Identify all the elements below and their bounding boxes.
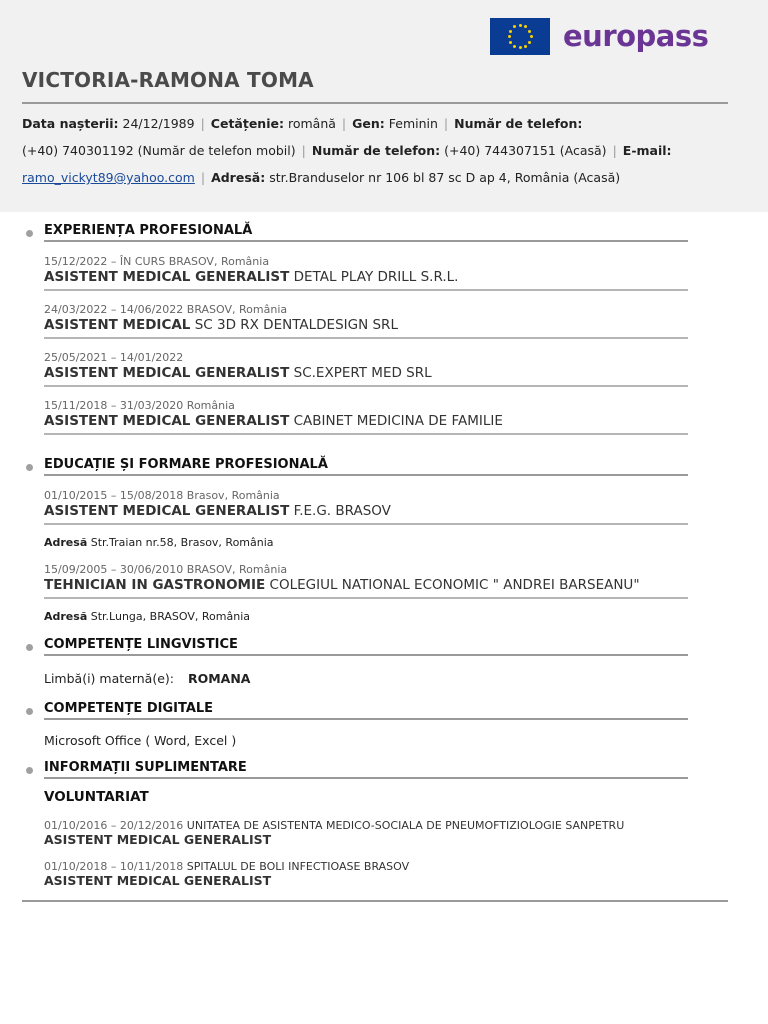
- eu-star-icon: [508, 35, 511, 38]
- logo-text: europass: [563, 19, 709, 53]
- eu-star-icon: [509, 30, 512, 33]
- citizenship-value: română: [287, 116, 336, 131]
- item-role: ASISTENT MEDICAL: [44, 317, 191, 333]
- education-item: [44, 562, 688, 599]
- eu-star-icon: [524, 45, 527, 48]
- section-title: INFORMAȚII SUPLIMENTARE: [44, 760, 247, 775]
- email-label: E-mail:: [622, 143, 672, 158]
- eu-star-icon: [519, 24, 522, 27]
- citizenship-label: Cetățenie:: [210, 116, 284, 131]
- item-meta: 24/03/2022 – 14/06/2022 BRASOV, România: [44, 303, 288, 316]
- address-value: Str.Traian nr.58, Brasov, România: [90, 536, 274, 549]
- section-experience: [44, 222, 688, 242]
- section-bullet: [26, 767, 33, 774]
- person-name: VICTORIA-RAMONA TOMA: [22, 68, 314, 92]
- section-bullet: [26, 644, 33, 651]
- item-org: COLEGIUL NATIONAL ECONOMIC " ANDREI BARSEANU": [269, 577, 640, 593]
- item-meta: 15/12/2022 – ÎN CURS BRASOV, România: [44, 255, 270, 268]
- native-value: ROMANA: [187, 671, 251, 686]
- item-role: TEHNICIAN IN GASTRONOMIE: [44, 577, 266, 593]
- section-languages: [44, 636, 688, 656]
- gender-value: Feminin: [388, 116, 438, 131]
- experience-item: [44, 302, 688, 339]
- info-line-2: (+40) 740301192 (Număr de telefon mobil) | Număr de telefon: (+40) 744307151 (Acasă) | E-mail:: [22, 143, 672, 158]
- birth-label: Data nașterii:: [22, 116, 119, 131]
- gender-label: Gen:: [352, 116, 385, 131]
- volunteer-org: UNITATEA DE ASISTENTA MEDICO-SOCIALA DE PNEUMOFTIZIOLOGIE SANPETRU: [186, 819, 625, 832]
- education-address: [44, 610, 250, 623]
- name-divider: [22, 102, 728, 104]
- volunteer-role: ASISTENT MEDICAL GENERALIST: [44, 832, 272, 847]
- volunteer-item: [44, 819, 688, 847]
- item-org: SC 3D RX DENTALDESIGN SRL: [194, 317, 398, 333]
- info-line-3: ramo_vickyt89@yahoo.com | Adresă: str.Branduselor nr 106 bl 87 sc D ap 4, România (Acasă): [22, 170, 621, 185]
- item-org: F.E.G. BRASOV: [293, 503, 391, 519]
- education-address: [44, 536, 274, 549]
- birth-value: 24/12/1989: [122, 116, 195, 131]
- eu-star-icon: [528, 41, 531, 44]
- section-title: COMPETENȚE DIGITALE: [44, 701, 214, 716]
- section-title: EDUCAȚIE ȘI FORMARE PROFESIONALĂ: [44, 457, 328, 472]
- experience-item: [44, 254, 688, 291]
- address-label: Adresă: [44, 610, 88, 623]
- volunteer-org: SPITALUL DE BOLI INFECTIOASE BRASOV: [186, 860, 410, 873]
- eu-star-icon: [524, 25, 527, 28]
- item-role: ASISTENT MEDICAL GENERALIST: [44, 413, 290, 429]
- info-line-1: Data nașterii: 24/12/1989 | Cetățenie: română | Gen: Feminin | Număr de telefon:: [22, 116, 583, 131]
- section-title: COMPETENȚE LINGVISTICE: [44, 637, 238, 652]
- item-role: ASISTENT MEDICAL GENERALIST: [44, 503, 290, 519]
- eu-flag-icon: [490, 18, 550, 55]
- eu-star-icon: [519, 46, 522, 49]
- item-meta: 15/09/2005 – 30/06/2010 BRASOV, România: [44, 563, 288, 576]
- item-role: ASISTENT MEDICAL GENERALIST: [44, 365, 290, 381]
- phone1-value: (+40) 740301192 (Număr de telefon mobil): [22, 143, 296, 158]
- volunteer-title: VOLUNTARIAT: [44, 789, 149, 805]
- item-meta: 15/11/2018 – 31/03/2020 România: [44, 399, 235, 412]
- item-org: DETAL PLAY DRILL S.R.L.: [293, 269, 459, 285]
- native-language: [44, 671, 250, 686]
- eu-star-icon: [528, 30, 531, 33]
- section-additional: [44, 759, 688, 779]
- digital-skills-text: Microsoft Office ( Word, Excel ): [44, 733, 237, 748]
- email-link[interactable]: ramo_vickyt89@yahoo.com: [22, 170, 195, 185]
- footer-divider: [22, 900, 728, 902]
- volunteer-dates: 01/10/2016 – 20/12/2016: [44, 819, 184, 832]
- eu-star-icon: [530, 35, 533, 38]
- section-bullet: [26, 230, 33, 237]
- native-label: Limbă(i) maternă(e):: [44, 671, 174, 686]
- address-label: Adresă: [44, 536, 88, 549]
- section-digital: [44, 700, 688, 720]
- education-item: [44, 488, 688, 525]
- eu-star-icon: [513, 45, 516, 48]
- experience-item: [44, 350, 688, 387]
- section-title: EXPERIENȚA PROFESIONALĂ: [44, 223, 253, 238]
- section-bullet: [26, 708, 33, 715]
- phone2-label: Număr de telefon:: [311, 143, 441, 158]
- volunteer-role: ASISTENT MEDICAL GENERALIST: [44, 873, 272, 888]
- item-org: CABINET MEDICINA DE FAMILIE: [293, 413, 503, 429]
- item-meta: 01/10/2015 – 15/08/2018 Brasov, România: [44, 489, 280, 502]
- europass-logo[interactable]: [490, 18, 708, 55]
- phone2-value: (+40) 744307151 (Acasă): [444, 143, 607, 158]
- address-label: Adresă:: [211, 170, 266, 185]
- eu-star-icon: [513, 25, 516, 28]
- section-bullet: [26, 464, 33, 471]
- volunteer-dates: 01/10/2018 – 10/11/2018: [44, 860, 184, 873]
- volunteer-item: [44, 860, 688, 888]
- item-role: ASISTENT MEDICAL GENERALIST: [44, 269, 290, 285]
- address-value: str.Branduselor nr 106 bl 87 sc D ap 4, România (Acasă): [269, 170, 621, 185]
- experience-item: [44, 398, 688, 435]
- item-meta: 25/05/2021 – 14/01/2022: [44, 351, 184, 364]
- address-value: Str.Lunga, BRASOV, România: [90, 610, 250, 623]
- item-org: SC.EXPERT MED SRL: [293, 365, 432, 381]
- header-panel: [0, 0, 768, 212]
- section-education: [44, 456, 688, 476]
- eu-star-icon: [509, 41, 512, 44]
- phone1-label: Număr de telefon:: [454, 116, 583, 131]
